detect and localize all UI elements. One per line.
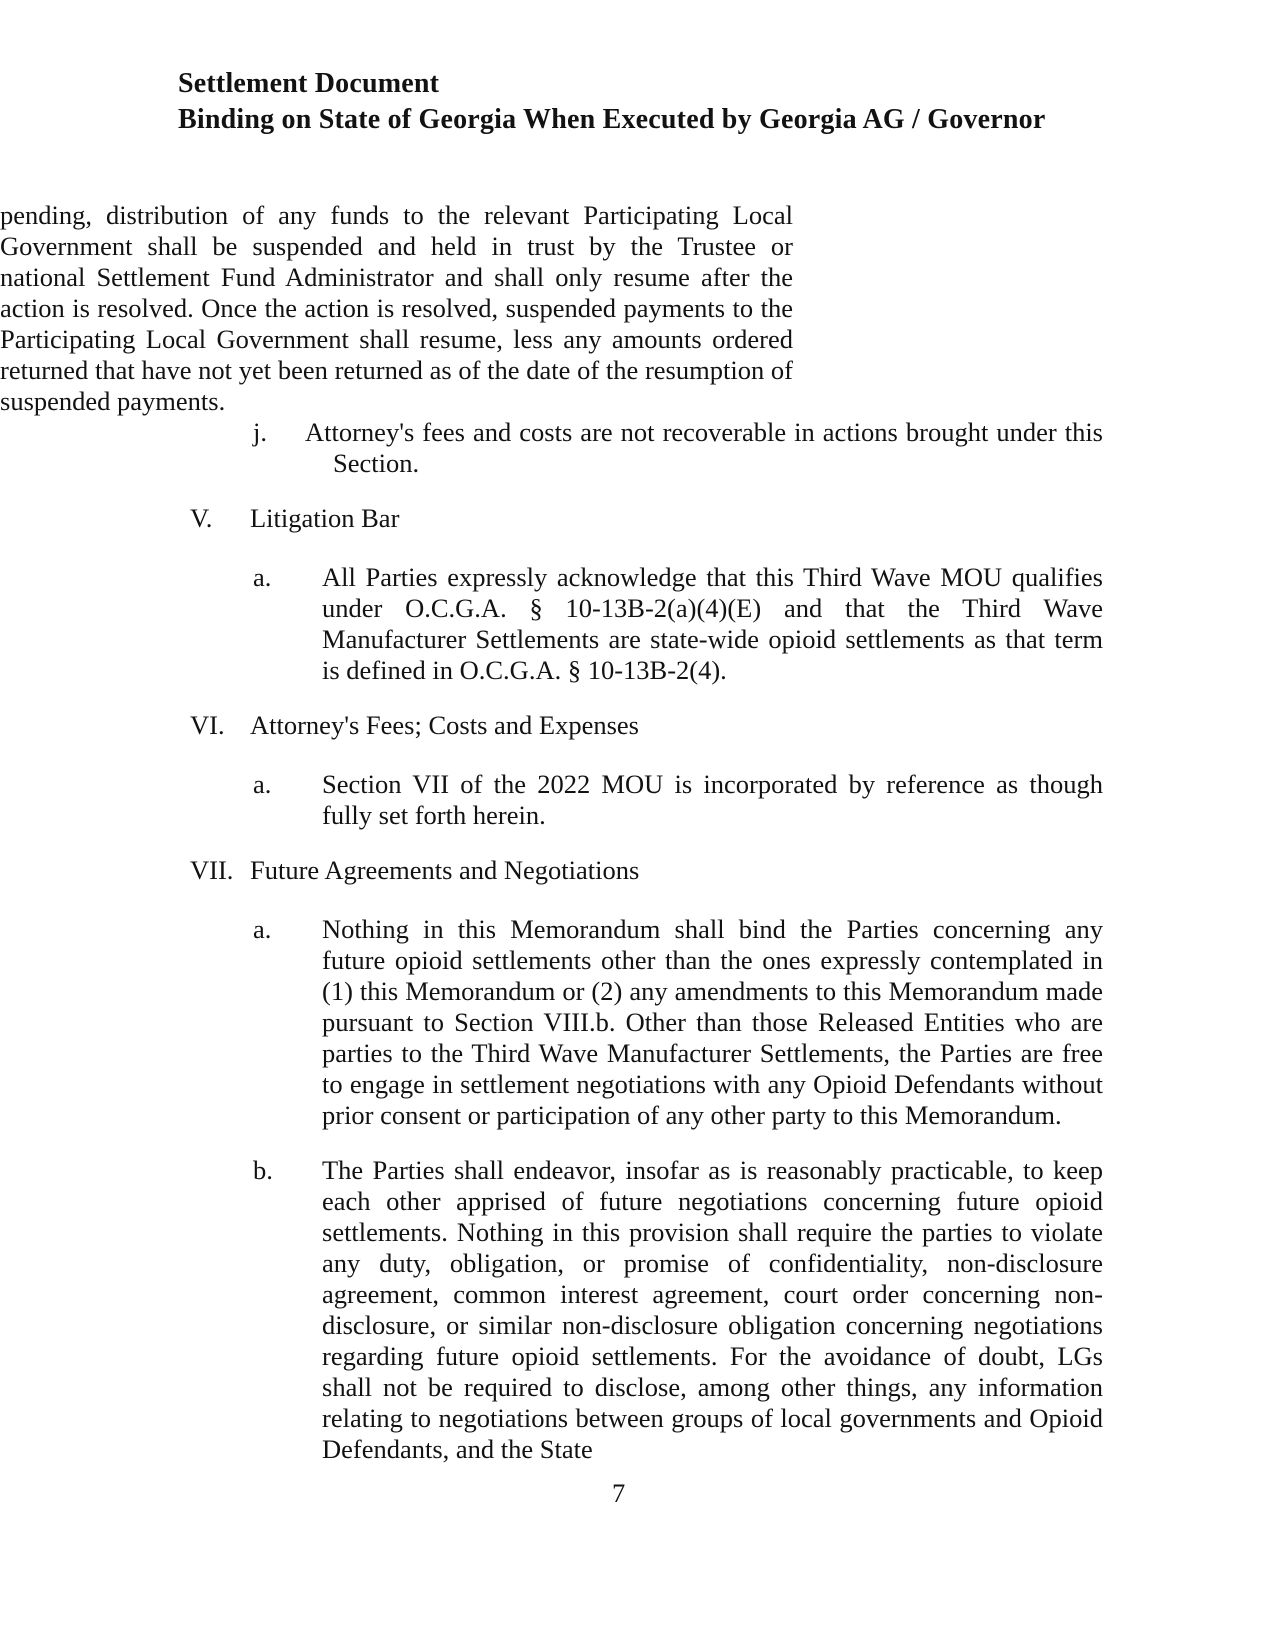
list-item-v-a-text: All Parties expressly acknowledge that this Third Wave MOU qualifies under O.C.G.A. § 10-13B-2(a)(4)(E) and that the Third Wave Manufacturer Settlements are state-wide opioid settlements as that term is defined in O.C.G.A. § 10-13B-2(4). [322, 562, 1103, 685]
list-item-vi-a [0, 769, 1275, 831]
list-item-v-a [0, 562, 1275, 686]
document-header [178, 66, 1045, 138]
continuation-paragraph: pending, distribution of any funds to the relevant Participating Local Government shall be suspended and held in trust by the Trustee or national Settlement Fund Administrator and shall only resume after the action is resolved. Once the action is resolved, suspended payments to the Participating Local Government shall resume, less any amounts ordered returned that have not yet been returned as of the date of the resumption of suspended payments. [0, 200, 793, 416]
list-item-vii-b-text: The Parties shall endeavor, insofar as is reasonably practicable, to keep each other apprised of future negotiations concerning future opioid settlements. Nothing in this provision shall require the parties to violate any duty, obligation, or promise of confidentiality, non-disclosure agreement, common interest agreement, court order concerning non-disclosure, or similar non-disclosure obligation concerning negotiations regarding future opioid settlements. For the avoidance of doubt, LGs shall not be required to disclose, among other things, any information relating to negotiations between groups of local governments and Opioid Defendants, and the State [322, 1155, 1103, 1464]
list-item-v-a-label: a. [253, 562, 272, 592]
header-title: Settlement Document [178, 68, 440, 99]
section-heading-vi [0, 710, 1275, 741]
section-vii-label: VII. [190, 855, 234, 885]
list-item-j-text: Attorney's fees and costs are not recoverable in actions brought under this Section. [305, 417, 1103, 478]
document-body [0, 200, 1275, 1489]
list-item-vii-a [0, 914, 1275, 1131]
section-heading-v [0, 503, 1275, 534]
list-item-vi-a-label: a. [253, 769, 272, 799]
section-vii-title: Future Agreements and Negotiations [250, 855, 640, 885]
section-vi-label: VI. [190, 710, 225, 740]
list-item-j-label: j. [253, 417, 267, 447]
section-v-label: V. [190, 503, 213, 533]
list-item-vi-a-text: Section VII of the 2022 MOU is incorporated by reference as though fully set forth herein. [322, 769, 1103, 830]
section-v-title: Litigation Bar [250, 503, 400, 533]
list-item-vii-b-label: b. [253, 1155, 273, 1185]
page-number: 7 [612, 1478, 626, 1508]
section-vi-title: Attorney's Fees; Costs and Expenses [250, 710, 639, 740]
list-item-j [0, 417, 1275, 479]
section-heading-vii [0, 855, 1275, 886]
list-item-vii-b [0, 1155, 1275, 1465]
list-item-vii-a-text: Nothing in this Memorandum shall bind the Parties concerning any future opioid settlements other than the ones expressly contemplated in (1) this Memorandum or (2) any amendments to this Memorandum made pursuant to Section VIII.b. Other than those Released Entities who are parties to the Third Wave Manufacturer Settlements, the Parties are free to engage in settlement negotiations with any Opioid Defendants without prior consent or participation of any other party to this Memorandum. [322, 914, 1103, 1130]
header-subtitle: Binding on State of Georgia When Executed by Georgia AG / Governor [178, 104, 1046, 135]
list-item-vii-a-label: a. [253, 914, 272, 944]
